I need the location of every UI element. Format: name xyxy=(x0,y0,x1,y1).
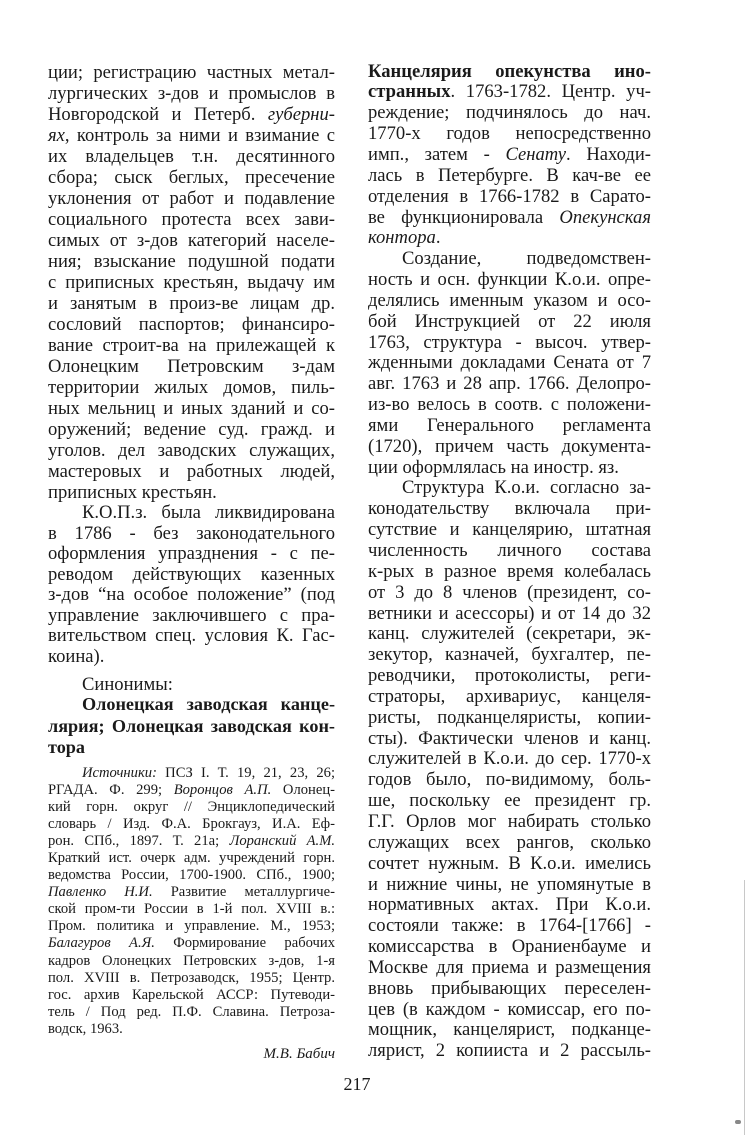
text-run: ской пром-ти России в 1-й пол. XVIII в.: xyxy=(48,901,335,918)
text-line xyxy=(48,799,335,816)
text-line xyxy=(48,716,335,738)
text-run: ями Генерального регламента xyxy=(368,414,651,436)
text-line xyxy=(368,562,651,583)
bold-text: Канцелярия опекунства ино- xyxy=(368,60,651,82)
text-line xyxy=(48,230,335,251)
text-line xyxy=(368,270,651,291)
text-run: Синонимы: xyxy=(82,673,173,695)
text-run: социального протеста всех зави- xyxy=(48,208,335,230)
text-line xyxy=(368,312,651,333)
text-line xyxy=(368,437,651,458)
italic-text: Балагуров А.Я. xyxy=(48,935,155,952)
text-line xyxy=(368,166,651,187)
text-run: управление заключившего с пра- xyxy=(48,604,335,626)
text-line xyxy=(48,272,335,293)
text-line xyxy=(48,377,335,398)
text-line xyxy=(48,765,335,782)
text-line xyxy=(48,953,335,970)
sources-paragraph xyxy=(48,765,335,1039)
text-line xyxy=(368,145,651,166)
text-run: страторы, архивариус, канцеля- xyxy=(368,685,651,707)
text-run: отделения в 1766-1782 в Сарато- xyxy=(368,185,651,207)
text-line xyxy=(48,314,335,335)
text-line xyxy=(48,833,335,850)
text-run: вновь прибывающих переселен- xyxy=(368,977,651,999)
bold-text: тора xyxy=(48,737,85,757)
text-run: вание строит-ва на прилежащей к xyxy=(48,334,335,356)
text-line xyxy=(368,624,651,645)
text-run: з-дов “на особое положение” (под xyxy=(48,584,335,605)
text-line xyxy=(368,979,651,1000)
synonyms-label xyxy=(48,674,335,695)
text-run: К.О.П.з. была ликвидирована xyxy=(82,502,335,523)
italic-text: контора xyxy=(368,227,436,249)
italic-text: ях xyxy=(48,124,65,146)
text-line xyxy=(48,419,335,440)
text-line xyxy=(48,694,335,716)
text-run: Создание, подведомствен- xyxy=(402,248,651,270)
text-line xyxy=(48,188,335,209)
text-line xyxy=(48,606,335,627)
text-line xyxy=(48,901,335,918)
text-line xyxy=(368,583,651,604)
text-line xyxy=(368,875,651,896)
text-line xyxy=(368,374,651,395)
text-line xyxy=(368,395,651,416)
text-line xyxy=(48,335,335,356)
text-run: Олонец- xyxy=(271,781,336,798)
author-signature: М.В. Бабич xyxy=(263,1046,335,1062)
text-run: кий горн. округ // Энциклопедический xyxy=(48,798,335,815)
text-run: комиссарства в Ораниенбауме и xyxy=(368,936,651,958)
text-line xyxy=(48,850,335,867)
left-paragraph-2 xyxy=(48,503,335,667)
bold-text: Олонецкая заводская канце- xyxy=(82,694,335,714)
italic-text: Опекунская xyxy=(559,206,651,228)
text-line xyxy=(368,1000,651,1021)
text-line xyxy=(368,895,651,916)
right-column-entry xyxy=(368,62,651,1063)
text-run: конодательству включала при- xyxy=(368,498,651,520)
text-run: Г.Г. Орлов мог набирать столько xyxy=(368,810,651,832)
italic-text: Лоранский А.М. xyxy=(229,832,335,849)
text-line xyxy=(368,833,651,854)
text-line xyxy=(48,167,335,188)
text-run: имп., затем - xyxy=(368,143,506,165)
text-run: сочтет нужным. В К.о.и. имелись xyxy=(368,852,651,874)
text-run: Формирование рабочих xyxy=(154,935,335,952)
text-line xyxy=(368,1020,651,1041)
page-number: 217 xyxy=(343,1074,371,1094)
text-run: тель / Под ред. П.Ф. Славина. Петроза- xyxy=(48,1003,335,1020)
text-line xyxy=(48,544,335,565)
text-line xyxy=(368,520,651,541)
text-line xyxy=(48,482,335,503)
text-run: 1770-х годов непосредственно xyxy=(368,123,651,145)
text-line xyxy=(48,674,335,695)
text-line xyxy=(48,970,335,987)
text-run: приписных крестьян. xyxy=(48,481,217,503)
scan-speck xyxy=(735,1120,741,1124)
text-run: ных мельниц и иных зданий и со- xyxy=(48,397,335,419)
text-line xyxy=(48,626,335,647)
text-run: сутствие и канцелярию, штатная xyxy=(368,519,651,541)
text-line xyxy=(48,293,335,314)
text-line xyxy=(368,82,651,103)
text-line xyxy=(48,356,335,377)
synonyms-list xyxy=(48,694,335,759)
text-run: авг. 1763 и 28 апр. 1766. Делопро- xyxy=(368,373,651,395)
text-run: сты). Фактически членов и канц. xyxy=(368,727,651,749)
text-run: делялись именным указом и осо- xyxy=(368,289,651,311)
text-run: Краткий ист. очерк адм. учреждений горн. xyxy=(48,849,335,866)
text-run: лярист, 2 копииста и 2 рассыль- xyxy=(368,1040,651,1062)
text-line xyxy=(368,124,651,145)
text-run: водск, 1963. xyxy=(48,1020,123,1037)
text-run: ность и осн. функции К.о.и. опре- xyxy=(368,269,651,291)
text-run: . xyxy=(435,227,441,249)
text-run: симых от з-дов категорий населе- xyxy=(48,229,335,251)
bold-text: странных xyxy=(368,81,451,103)
text-run: пол. XVIII в. Петрозаводск, 1955; Центр. xyxy=(48,969,335,986)
text-run: лась в Петербурге. В кач-ве ее xyxy=(368,164,651,186)
italic-text: Источники: xyxy=(82,764,157,781)
scan-edge-line xyxy=(744,880,745,1135)
text-run: служителей в К.о.и. до сер. 1770-х xyxy=(368,748,651,770)
text-line xyxy=(368,937,651,958)
text-line xyxy=(48,987,335,1004)
text-run: ции оформлялась на иностр. яз. xyxy=(368,456,619,478)
text-run: территории жилых домов, пиль- xyxy=(48,376,335,398)
text-line xyxy=(368,208,651,229)
italic-text: Воронцов А.П. xyxy=(173,781,272,798)
text-run: ведомства России, 1700-1900. СПб., 1900; xyxy=(48,867,335,884)
text-run: ции; регистрацию частных метал- xyxy=(48,61,335,83)
text-run: цев (в каждом - комиссар, его по- xyxy=(368,998,651,1020)
text-run: бой Инструкцией от 22 июля xyxy=(368,310,651,332)
text-run: ния; взыскание подушной подати xyxy=(48,250,335,272)
text-run: нормативных актах. При К.о.и. xyxy=(368,894,651,916)
text-run: реводчики, протоколисты, реги- xyxy=(368,665,651,687)
text-line xyxy=(48,647,335,668)
italic-text: Сенату xyxy=(505,143,567,165)
text-line xyxy=(368,791,651,812)
text-run: 1763, структура - высоч. утвер- xyxy=(368,331,651,353)
text-line xyxy=(48,816,335,833)
text-run: состояли также: в 1764-[1766] - xyxy=(368,915,651,937)
text-run: к-рых в разное время колебалась xyxy=(368,560,651,582)
text-line xyxy=(368,499,651,520)
text-line xyxy=(368,291,651,312)
text-line xyxy=(48,104,335,125)
text-run: . Находи- xyxy=(566,143,651,165)
text-line xyxy=(368,645,651,666)
text-line xyxy=(368,458,651,479)
text-run: зекутор, казначей, бухгалтер, пе- xyxy=(368,644,651,666)
text-run: сбора; сыск беглых, пресечение xyxy=(48,166,335,188)
text-run: Структура К.о.и. согласно за- xyxy=(402,477,651,499)
text-run: их владельцев т.н. десятинного xyxy=(48,145,335,167)
text-line xyxy=(48,565,335,586)
text-line xyxy=(48,461,335,482)
text-line xyxy=(368,541,651,562)
text-run: ветники и асессоры) и от 14 до 32 xyxy=(368,602,651,624)
text-line xyxy=(48,524,335,545)
text-line xyxy=(368,708,651,729)
text-run: и занятым в произ-ве лицам др. xyxy=(48,292,335,314)
text-run: (1720), причем часть документа- xyxy=(368,435,651,457)
text-line xyxy=(48,867,335,884)
text-line xyxy=(368,749,651,770)
text-run: сословий паспортов; финансиро- xyxy=(48,313,335,335)
text-run: Москве для приема и размещения xyxy=(368,956,651,978)
text-line xyxy=(368,103,651,124)
text-run: словарь / Изд. Ф.А. Брокгауз, И.А. Еф- xyxy=(48,815,335,832)
text-line xyxy=(48,146,335,167)
text-run: жденными докладами Сената от 7 xyxy=(368,352,651,374)
text-line xyxy=(48,62,335,83)
text-run: Олонецким Петровским з-дам xyxy=(48,355,335,377)
text-line xyxy=(368,187,651,208)
italic-text: Павленко Н.И. xyxy=(48,884,153,901)
text-run: мощник, канцелярист, подканце- xyxy=(368,1019,651,1041)
italic-text: губерни- xyxy=(267,103,335,125)
text-line xyxy=(368,416,651,437)
text-line xyxy=(368,687,651,708)
text-line xyxy=(368,62,651,83)
text-run: уголов. дел заводских служащих, xyxy=(48,439,335,461)
text-run: вительством спец. условия К. Гас- xyxy=(48,625,335,646)
text-run: Развитие металлургиче- xyxy=(152,884,335,901)
text-line xyxy=(48,782,335,799)
text-line xyxy=(368,604,651,625)
text-line xyxy=(48,83,335,104)
text-line xyxy=(368,958,651,979)
text-line xyxy=(368,916,651,937)
text-line xyxy=(368,353,651,374)
text-run: годов было, по-видимому, боль- xyxy=(368,769,651,791)
text-line xyxy=(368,770,651,791)
text-run: лургических з-дов и промыслов в xyxy=(48,82,335,104)
text-line xyxy=(368,854,651,875)
text-run: служащих всех рангов, сколько xyxy=(368,831,651,853)
text-run: ве функционировала xyxy=(368,206,560,228)
text-run: коина). xyxy=(48,645,105,667)
text-run: ПСЗ I. Т. 19, 21, 23, 26; xyxy=(156,764,335,781)
text-run: рон. СПб., 1897. Т. 21а; xyxy=(48,832,230,849)
text-run: , контроль за ними и взимание с xyxy=(64,124,335,146)
text-line xyxy=(368,249,651,270)
text-run: ше, поскольку ее президент гр. xyxy=(368,790,651,812)
text-line xyxy=(368,666,651,687)
text-run: ристы, подканцеляристы, копии- xyxy=(368,706,651,728)
text-run: РГАДА. Ф. 299; xyxy=(48,781,174,798)
text-line xyxy=(48,125,335,146)
text-run: с приписных крестьян, выдачу им xyxy=(48,271,335,293)
text-run: оформления упразднения - с пе- xyxy=(48,543,335,564)
text-line xyxy=(368,228,651,249)
text-line xyxy=(48,1021,335,1038)
text-line xyxy=(48,737,335,759)
text-line xyxy=(48,209,335,230)
text-run: мастеровых и работных людей, xyxy=(48,460,335,482)
text-run: в 1786 - без законодательного xyxy=(48,522,335,544)
text-line xyxy=(48,884,335,901)
text-run: канц. служителей (секретари, эк- xyxy=(368,623,651,645)
text-run: гос. архив Карельской АССР: Путеводи- xyxy=(48,986,335,1003)
left-paragraph-1 xyxy=(48,62,335,503)
text-line xyxy=(368,812,651,833)
text-run: и нижние чины, не упомянутые в xyxy=(368,873,651,895)
text-line xyxy=(48,585,335,606)
text-run: реждение; подчинялось до нач. xyxy=(368,102,651,124)
text-line xyxy=(48,440,335,461)
text-line xyxy=(368,1041,651,1062)
text-line xyxy=(48,935,335,952)
text-run: . 1763-1782. Центр. уч- xyxy=(450,81,651,103)
text-line xyxy=(368,478,651,499)
text-run: численность личного состава xyxy=(368,540,651,561)
text-run: от 3 до 8 членов (президент, со- xyxy=(368,581,651,603)
text-line xyxy=(48,918,335,935)
text-run: реводом действующих казенных xyxy=(48,563,335,585)
text-run: из-во велось в соотв. с положени- xyxy=(368,394,651,416)
text-run: оружений; ведение суд. гражд. и xyxy=(48,418,335,440)
text-run: уклонения от работ и подавление xyxy=(48,187,335,209)
text-line xyxy=(368,729,651,750)
text-run: кадров Олонецких Петровских з-дов, 1-я xyxy=(48,952,335,969)
text-line xyxy=(48,503,335,524)
text-line xyxy=(368,333,651,354)
text-line xyxy=(48,1004,335,1021)
bold-text: лярия; Олонецкая заводская кон- xyxy=(48,715,335,736)
text-run: Пром. политика и управление. М., 1953; xyxy=(48,918,335,935)
text-line xyxy=(48,251,335,272)
text-run: Новгородской и Петерб. xyxy=(48,103,268,125)
text-line xyxy=(48,398,335,419)
